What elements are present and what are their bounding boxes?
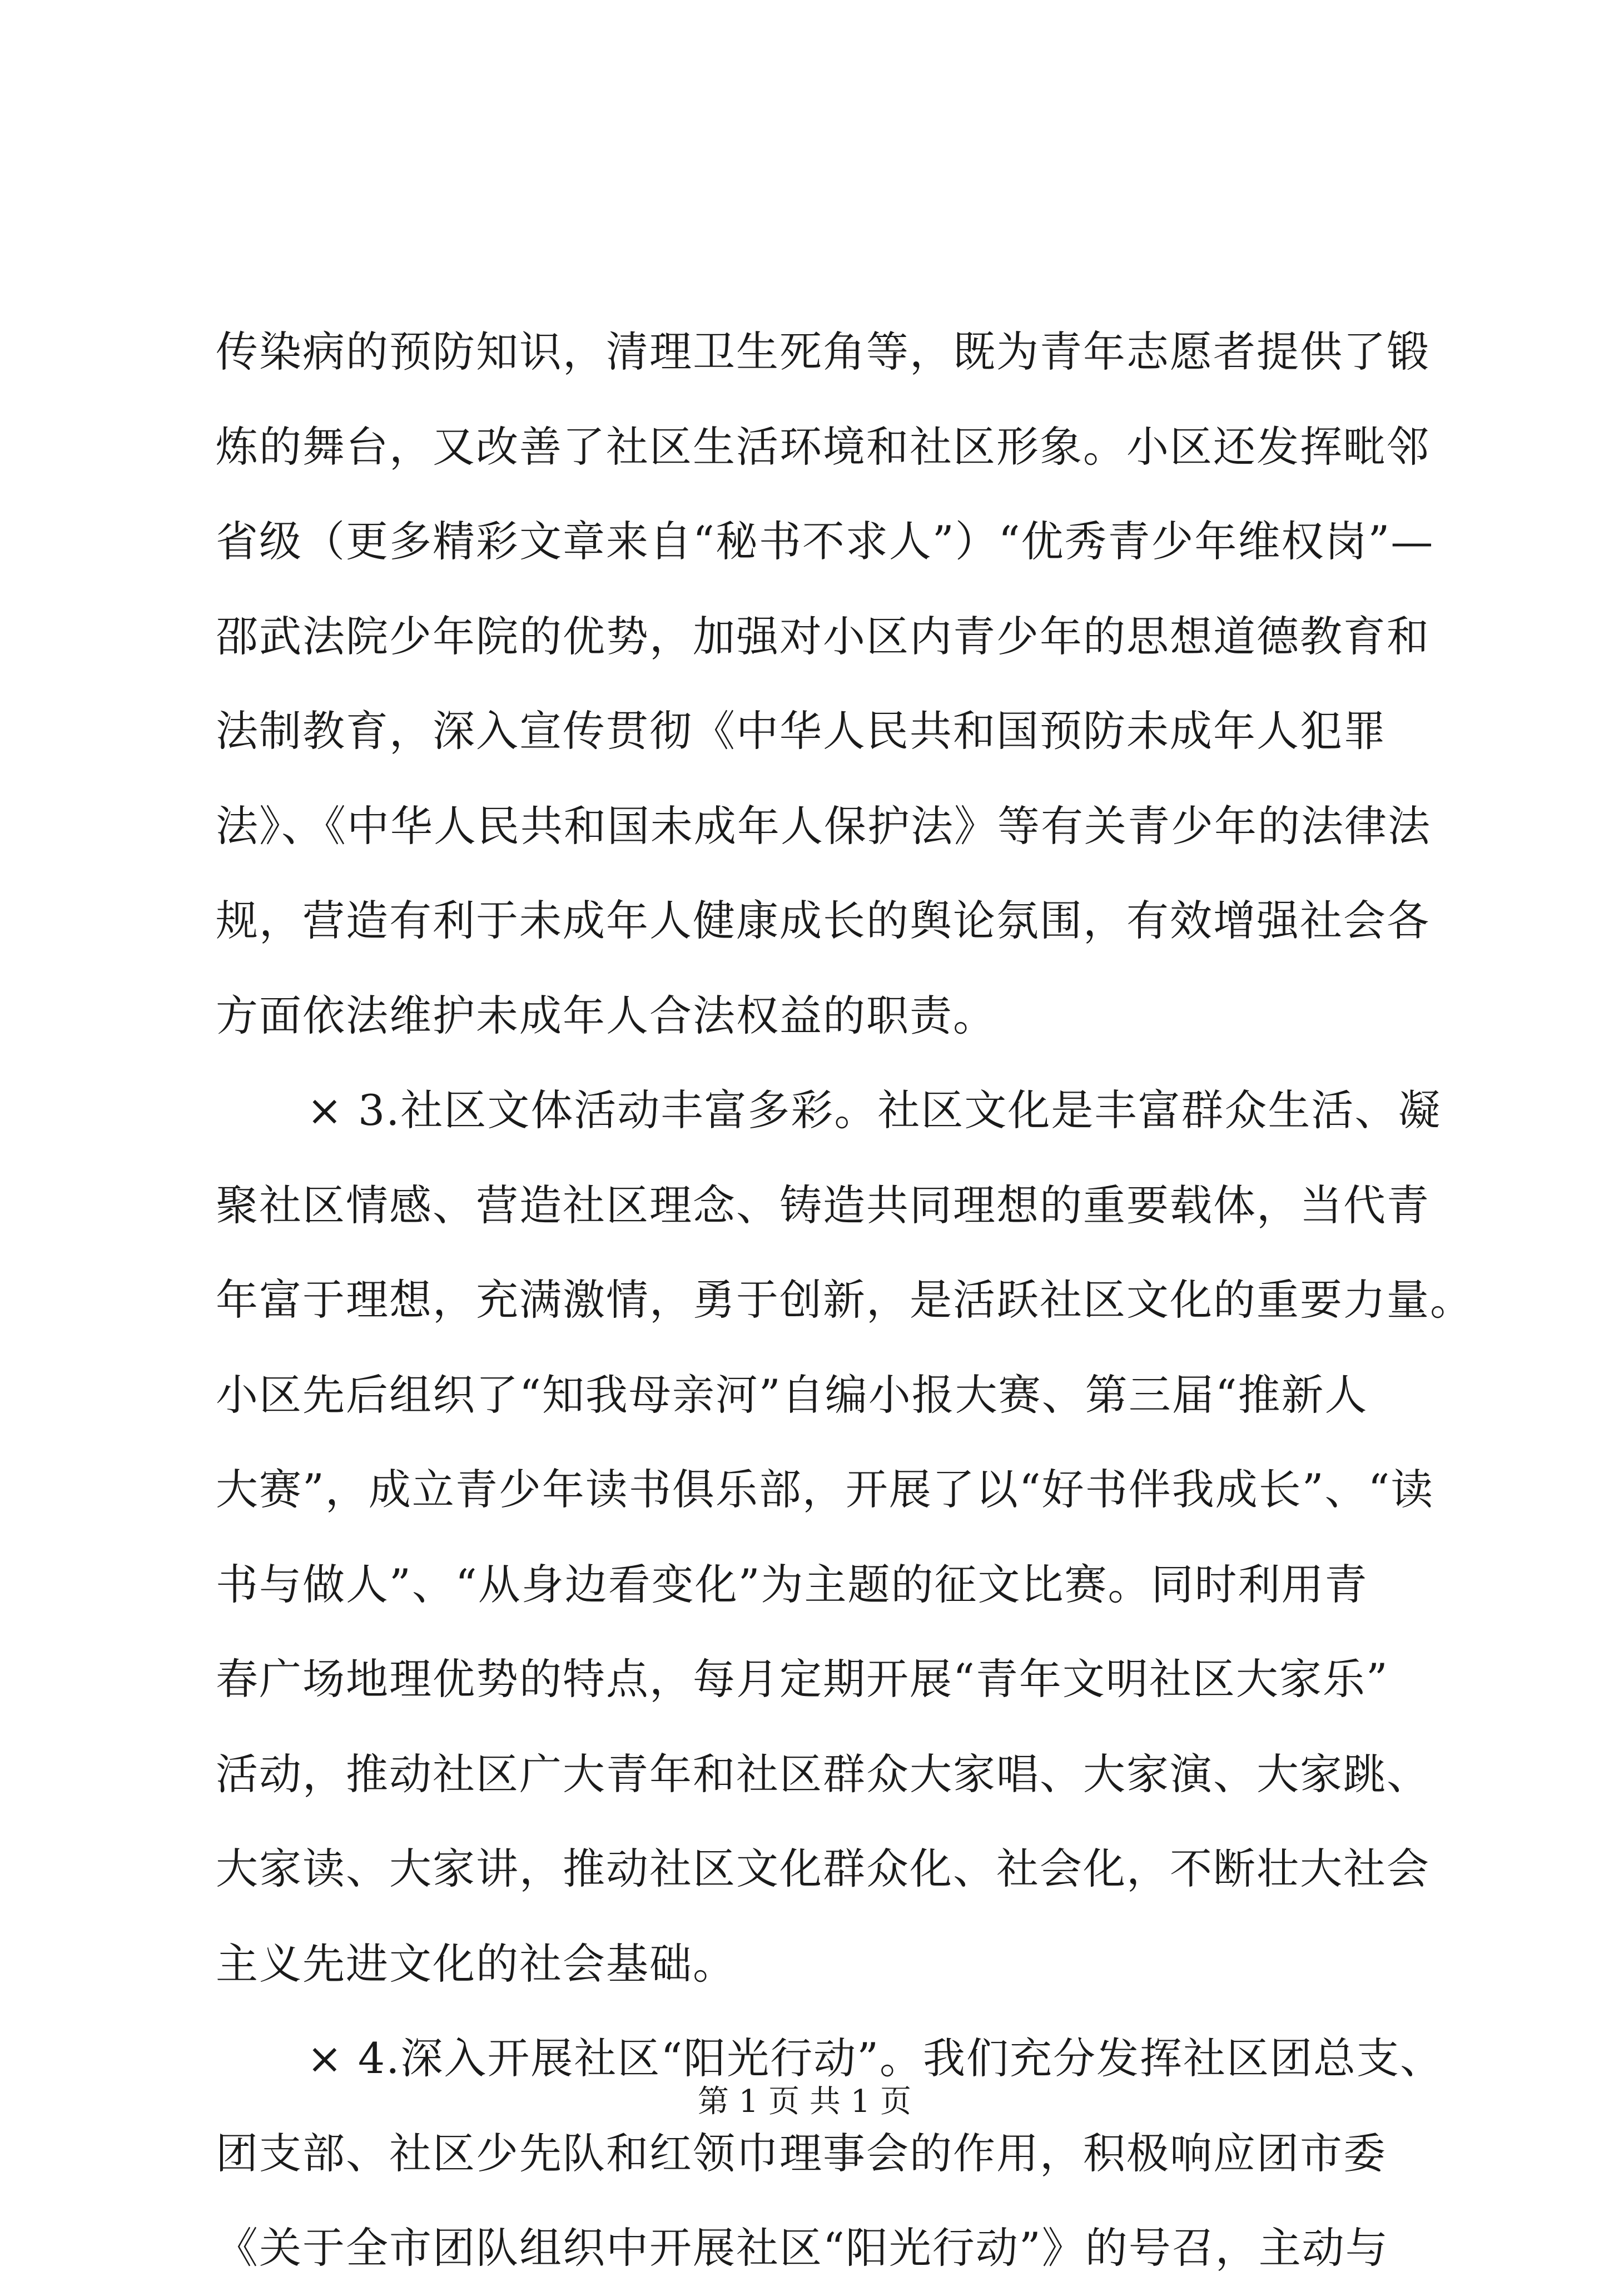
text-line: 活动，推动社区广大青年和社区群众大家唱、大家演、大家跳、	[216, 1749, 1430, 1799]
text-line: 年富于理想，充满激情，勇于创新，是活跃社区文化的重要力量。	[216, 1275, 1473, 1325]
text-line: 方面依法维护未成年人合法权益的职责。	[216, 990, 996, 1040]
text-line: 主义先进文化的社会基础。	[216, 1938, 736, 1988]
text-line: 法》、《中华人民共和国未成年人保护法》等有关青少年的法律法	[216, 801, 1431, 851]
text-line: 省级（更多精彩文章来自“秘书不求人”）“优秀青少年维权岗”—	[216, 517, 1434, 566]
text-line: 大赛”，成立青少年读书俱乐部，开展了以“好书伴我成长”、“读	[216, 1465, 1434, 1514]
text-line: 法制教育，深入宣传贯彻《中华人民共和国预防未成年人犯罪	[216, 706, 1387, 756]
text-line: 炼的舞台，又改善了社区生活环境和社区形象。小区还发挥毗邻	[216, 421, 1430, 472]
text-line: × 4.深入开展社区“阳光行动”。我们充分发挥社区团总支、	[307, 2034, 1444, 2083]
text-line: 书与做人”、“从身边看变化”为主题的征文比赛。同时利用青	[216, 1559, 1368, 1609]
body-text	[216, 305, 1473, 2296]
text-line: 小区先后组织了“知我母亲河”自编小报大赛、第三届“推新人	[216, 1370, 1368, 1420]
text-line: 《关于全市团队组织中开展社区“阳光行动”》的号召，主动与	[216, 2223, 1389, 2273]
text-line: 聚社区情感、营造社区理念、铸造共同理想的重要载体，当代青	[216, 1180, 1430, 1230]
text-line: × 3.社区文体活动丰富多彩。社区文化是丰富群众生活、凝	[307, 1085, 1442, 1135]
text-line: 春广场地理优势的特点，每月定期开展“青年文明社区大家乐”	[216, 1654, 1389, 1704]
page-footer: 第 1 页 共 1 页	[697, 2084, 912, 2120]
text-line: 团支部、社区少先队和红领巾理事会的作用，积极响应团市委	[216, 2128, 1387, 2178]
text-line: 大家读、大家讲，推动社区文化群众化、社会化，不断壮大社会	[216, 1844, 1430, 1893]
text-line: 传染病的预防知识，清理卫生死角等，既为青年志愿者提供了锻	[216, 327, 1430, 376]
text-line: 邵武法院少年院的优势，加强对小区内青少年的思想道德教育和	[216, 611, 1430, 661]
text-line: 规，营造有利于未成年人健康成长的舆论氛围，有效增强社会各	[216, 896, 1430, 945]
